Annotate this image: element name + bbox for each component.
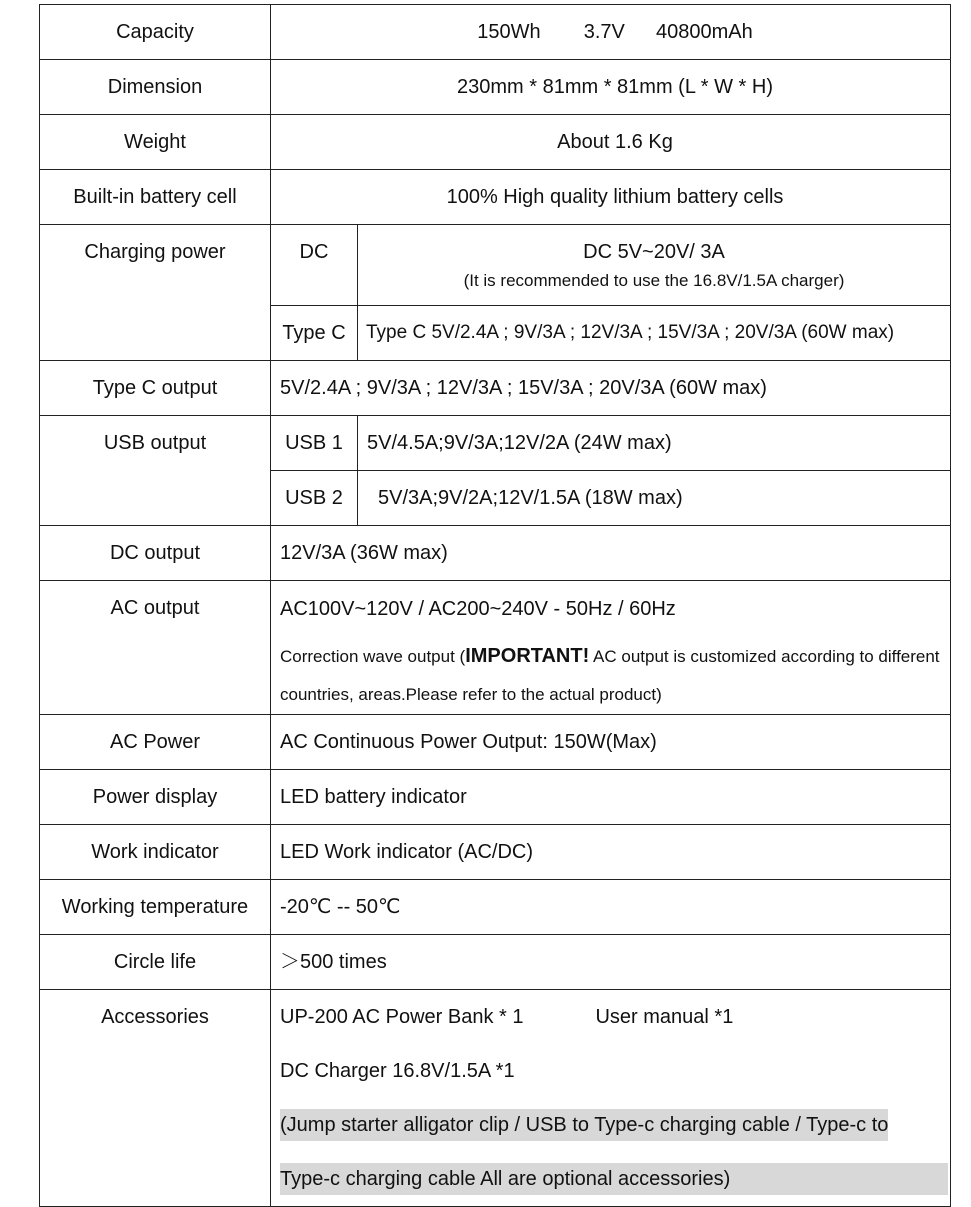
power-display-value: LED battery indicator bbox=[271, 769, 951, 824]
dc-output-value: 12V/3A (36W max) bbox=[271, 525, 951, 580]
weight-value: About 1.6 Kg bbox=[271, 115, 951, 170]
accessories-cell bbox=[271, 989, 951, 1206]
table-row bbox=[40, 525, 951, 580]
usb-subtable bbox=[271, 416, 950, 525]
charging-dc-value: DC 5V~20V/ 3A bbox=[583, 241, 725, 263]
usb-output-label: USB output bbox=[40, 415, 271, 525]
charging-subtable bbox=[271, 225, 950, 360]
charging-dc-note: (It is recommended to use the 16.8V/1.5A charger) bbox=[463, 271, 845, 290]
table-row bbox=[40, 879, 951, 934]
usb1-value: 5V/4.5A;9V/3A;12V/2A (24W max) bbox=[358, 416, 951, 471]
capacity-wh: 150Wh bbox=[477, 21, 541, 43]
accessories-optional-wrap bbox=[280, 1152, 948, 1206]
charging-subtable-cell bbox=[271, 225, 951, 361]
cell-label: Built-in battery cell bbox=[40, 170, 271, 225]
table-row bbox=[40, 115, 951, 170]
capacity-voltage: 3.7V bbox=[583, 21, 625, 43]
charging-dc-cell bbox=[358, 225, 951, 305]
charging-typec-label: Type C bbox=[271, 305, 358, 360]
dimension-label: Dimension bbox=[40, 60, 271, 115]
table-row bbox=[40, 170, 951, 225]
typec-output-value: 5V/2.4A ; 9V/3A ; 12V/3A ; 15V/3A ; 20V/3A (60W max) bbox=[271, 360, 951, 415]
table-row bbox=[40, 60, 951, 115]
table-row bbox=[40, 580, 951, 714]
capacity-label: Capacity bbox=[40, 5, 271, 60]
table-row bbox=[40, 769, 951, 824]
table-row bbox=[40, 824, 951, 879]
ac-note-important: IMPORTANT! bbox=[465, 644, 590, 667]
accessories-label: Accessories bbox=[40, 989, 271, 1206]
cell-value: 100% High quality lithium battery cells bbox=[271, 170, 951, 225]
dimension-value: 230mm * 81mm * 81mm (L * W * H) bbox=[271, 60, 951, 115]
accessories-optional bbox=[280, 1098, 948, 1152]
capacity-mah: 40800mAh bbox=[656, 21, 753, 43]
table-row bbox=[40, 415, 951, 525]
table-row bbox=[40, 5, 951, 60]
spec-table bbox=[39, 4, 951, 1207]
accessory-power-bank: UP-200 AC Power Bank * 1 bbox=[280, 1005, 524, 1028]
charging-label: Charging power bbox=[40, 225, 271, 361]
ac-output-cell bbox=[271, 580, 951, 714]
table-row bbox=[40, 360, 951, 415]
temperature-value: -20℃ -- 50℃ bbox=[271, 879, 951, 934]
dc-output-label: DC output bbox=[40, 525, 271, 580]
usb-subtable-cell bbox=[271, 415, 951, 525]
accessories-optional-line-2: Type-c charging cable All are optional accessories) bbox=[280, 1163, 948, 1195]
temperature-label: Working temperature bbox=[40, 879, 271, 934]
work-indicator-label: Work indicator bbox=[40, 824, 271, 879]
ac-power-label: AC Power bbox=[40, 714, 271, 769]
circle-life-label: Circle life bbox=[40, 934, 271, 989]
typec-output-label: Type C output bbox=[40, 360, 271, 415]
charging-typec-value: Type C 5V/2.4A ; 9V/3A ; 12V/3A ; 15V/3A ; 20V/3A (60W max) bbox=[366, 321, 895, 343]
work-indicator-value: LED Work indicator (AC/DC) bbox=[271, 824, 951, 879]
usb2-label: USB 2 bbox=[271, 470, 358, 525]
capacity-value bbox=[271, 5, 951, 60]
charging-dc-label: DC bbox=[271, 225, 358, 305]
accessory-dc-charger: DC Charger 16.8V/1.5A *1 bbox=[280, 1059, 515, 1082]
usb1-label: USB 1 bbox=[271, 416, 358, 471]
table-row bbox=[40, 225, 951, 361]
accessories-line-1 bbox=[280, 990, 950, 1044]
usb2-value: 5V/3A;9V/2A;12V/1.5A (18W max) bbox=[378, 486, 683, 509]
ac-note-pre: Correction wave output ( bbox=[280, 646, 466, 666]
ac-output-note bbox=[280, 637, 950, 714]
ac-output-value: AC100V~120V / AC200~240V - 50Hz / 60Hz bbox=[280, 597, 676, 620]
accessory-user-manual: User manual *1 bbox=[595, 1005, 734, 1028]
accessories-optional-line-1: (Jump starter alligator clip / USB to Type-c charging cable / Type-c to bbox=[280, 1109, 888, 1141]
weight-label: Weight bbox=[40, 115, 271, 170]
ac-note-post: AC output is customized according to different countries, areas.Please refer to the actual product) bbox=[280, 646, 940, 704]
table-row bbox=[40, 714, 951, 769]
ac-power-value: AC Continuous Power Output: 150W(Max) bbox=[271, 714, 951, 769]
table-row bbox=[40, 989, 951, 1206]
circle-life-value: ＞500 times bbox=[271, 934, 951, 989]
table-row bbox=[40, 934, 951, 989]
ac-output-label: AC output bbox=[40, 580, 271, 714]
power-display-label: Power display bbox=[40, 769, 271, 824]
